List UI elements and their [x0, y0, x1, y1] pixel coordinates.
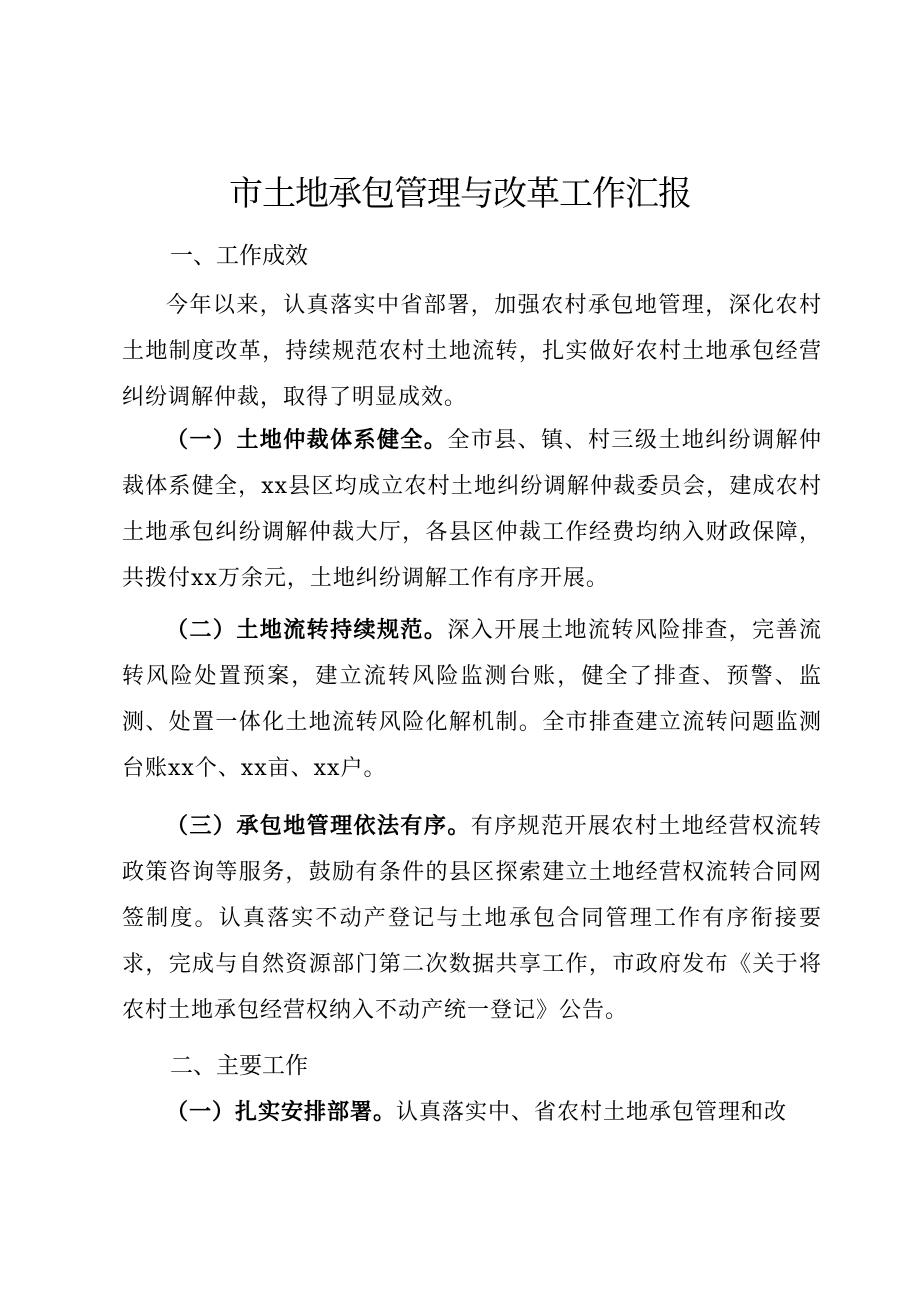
document-title: 市土地承包管理与改革工作汇报	[229, 174, 691, 214]
paragraph-body: 有序规范开展农村土地经营权流转政策咨询等服务，鼓励有条件的县区探索建立土地经营权流转合同网签制度。认真落实不动产登记与土地承包合同管理工作有序衔接要求，完成与自然资源部门第二次数据共享工作，市政府发布《关于将农村土地承包经营权纳入不动产统一登记》公告。	[122, 814, 822, 1023]
paragraph-lead: （三）承包地管理依法有序。	[166, 814, 471, 839]
paragraph-intro-text: 今年以来，认真落实中省部署，加强农村承包地管理，深化农村土地制度改革，持续规范农村土地流转，扎实做好农村土地承包经营纠纷调解仲裁，取得了明显成效。	[122, 293, 822, 410]
paragraph-item-land-transfer	[122, 608, 822, 792]
paragraph-body: 认真落实中、省农村土地承包管理和改	[396, 1100, 788, 1125]
paragraph-lead: （一）土地仲裁体系健全。	[166, 428, 448, 453]
paragraph-item-deployment	[122, 1090, 822, 1136]
paragraph-body: 全市县、镇、村三级土地纠纷调解仲裁体系健全，xx县区均成立农村土地纠纷调解仲裁委员会，建成农村土地承包纠纷调解仲裁大厅，各县区仲裁工作经费均纳入财政保障，共拨付xx万余元，土地纠纷调解工作有序开展。	[122, 428, 822, 591]
paragraph-lead: （二）土地流转持续规范。	[166, 618, 448, 643]
paragraph-lead: （一）扎实安排部署。	[166, 1100, 397, 1125]
section-heading-main-work: 二、主要工作	[170, 1053, 308, 1079]
section-heading-achievements: 一、工作成效	[170, 243, 308, 269]
paragraph-intro	[122, 283, 822, 421]
paragraph-item-contract-management	[122, 804, 822, 1034]
paragraph-item-arbitration	[122, 418, 822, 602]
paragraph-body: 深入开展土地流转风险排查，完善流转风险处置预案，建立流转风险监测台账，健全了排查、预警、监测、处置一体化土地流转风险化解机制。全市排查建立流转问题监测台账xx个、xx亩、xx户。	[122, 618, 822, 781]
